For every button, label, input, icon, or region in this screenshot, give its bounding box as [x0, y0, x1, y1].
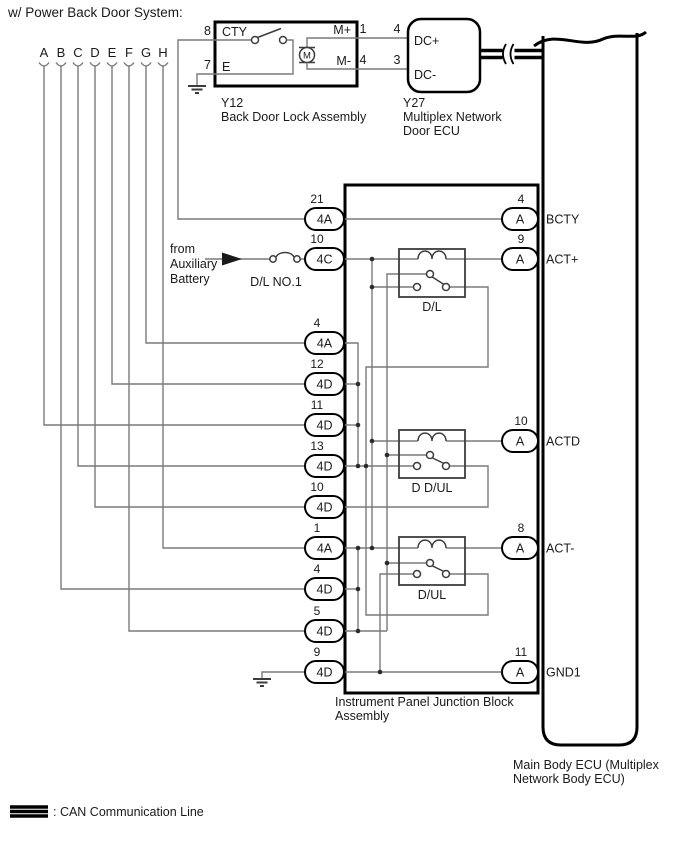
circuit-letter-h: H	[158, 45, 168, 60]
can-break-icon	[503, 44, 514, 64]
connector-pin: 9	[517, 232, 525, 246]
relay-dl-label: D/L	[422, 300, 442, 314]
junction-block-left-connectors	[305, 192, 344, 683]
connector-pin: 5	[313, 604, 321, 618]
y27-name-line2: Door ECU	[403, 124, 460, 138]
ecu-name-line1: Main Body ECU (Multiplex	[513, 758, 659, 772]
can-legend	[10, 805, 204, 819]
junction-block-name-line2: Assembly	[335, 709, 390, 723]
signal-label: ACTD	[546, 434, 581, 449]
y27-pin-dcplus-label: DC+	[414, 34, 440, 48]
connector-code: 4D	[316, 459, 333, 474]
aux-battery-feed	[170, 242, 305, 289]
connector-code: 4A	[316, 336, 333, 351]
relay-dul	[399, 537, 465, 602]
connector-pin: 4	[517, 192, 525, 206]
connector-code: 4D	[316, 418, 333, 433]
y12-id: Y12	[221, 96, 244, 110]
ecu-name-line2: Network Body ECU)	[513, 772, 625, 786]
fuse-icon	[270, 253, 300, 263]
circuit-letter-g: G	[140, 45, 152, 60]
can-legend-icon	[10, 807, 48, 816]
page-title: w/ Power Back Door System:	[8, 5, 183, 20]
y12-pin-mminus-label: M-	[336, 54, 351, 68]
circuit-letter-e: E	[107, 45, 117, 60]
y27-id: Y27	[403, 96, 426, 110]
junction-ground-icon	[253, 672, 305, 686]
aux-line3: Battery	[170, 272, 210, 286]
circuit-letter-f: F	[125, 45, 133, 60]
y27-pin-dcminus-number: 3	[393, 53, 401, 67]
motor-letter: M	[303, 50, 311, 62]
circuit-letter-c: C	[73, 45, 83, 60]
connector-code: A	[515, 212, 525, 227]
connector-pin: 10	[310, 480, 324, 494]
junction-block-internal-wires	[344, 219, 502, 672]
connector-pin: 12	[310, 357, 324, 371]
relay-dl-coil-icon	[418, 251, 446, 259]
connector-pin: 10	[310, 232, 324, 246]
y12-pin-cty-label: CTY	[222, 25, 247, 39]
signal-label: ACT+	[546, 252, 579, 267]
connector-pin: 9	[313, 645, 321, 659]
relay-dul-contacts-icon	[414, 560, 450, 578]
connector-code: A	[515, 665, 525, 680]
aux-line2: Auxiliary	[170, 257, 218, 271]
connector-code: 4A	[316, 541, 333, 556]
connector-code: A	[515, 541, 525, 556]
connector-code: A	[515, 252, 525, 267]
relay-d-dul-contacts-icon	[414, 452, 450, 470]
connector-code: 4A	[316, 212, 333, 227]
multiplex-network-door-ecu	[357, 19, 502, 138]
can-legend-text: : CAN Communication Line	[53, 805, 204, 819]
y12-pin-mplus-label: M+	[333, 23, 351, 37]
relay-dul-label: D/UL	[417, 588, 447, 602]
circuit-letter-d: D	[90, 45, 100, 60]
fuse-label: D/L NO.1	[250, 275, 302, 289]
junction-block-name-line1: Instrument Panel Junction Block	[335, 695, 514, 709]
circuit-letter-a: A	[39, 45, 49, 60]
relay-d-dul-coil-icon	[418, 433, 446, 441]
can-communication-line	[480, 44, 543, 64]
y27-pin-dcplus-number: 4	[393, 22, 401, 36]
cty-wire	[178, 40, 305, 219]
connector-pin: 21	[310, 192, 324, 206]
back-door-lock-assembly	[204, 22, 367, 124]
connector-pin: 13	[310, 439, 324, 453]
y12-pin-e-number: 7	[204, 58, 211, 72]
connector-code: 4C	[316, 252, 333, 267]
signal-label: ACT-	[546, 541, 575, 556]
relay-d-dul-label: D D/UL	[411, 481, 453, 495]
circuit-letters	[39, 45, 168, 66]
connector-pin: 4	[313, 316, 321, 330]
connector-code: 4D	[316, 377, 333, 392]
connector-code: 4D	[316, 624, 333, 639]
y27-name-line1: Multiplex Network	[403, 110, 502, 124]
connector-code: A	[515, 434, 525, 449]
y12-pin-mminus-number: 4	[359, 53, 367, 67]
connector-pin: 11	[514, 645, 528, 659]
aux-line1: from	[170, 242, 195, 256]
connector-code: 4D	[316, 665, 333, 680]
ecu-top-break-line	[534, 32, 646, 46]
signal-label: BCTY	[546, 212, 580, 227]
y27-pin-dcminus-label: DC-	[414, 68, 437, 82]
letter-wires	[44, 67, 305, 632]
connector-pin: 4	[313, 562, 321, 576]
feed-arrow-icon	[222, 253, 242, 266]
connector-pin: 10	[514, 414, 528, 428]
connector-code: 4D	[316, 582, 333, 597]
y12-name: Back Door Lock Assembly	[221, 110, 367, 124]
relay-dul-coil-icon	[418, 540, 446, 548]
signal-label: GND1	[546, 665, 581, 680]
main-body-ecu-connectors	[502, 192, 581, 683]
y12-pin-cty-number: 8	[204, 24, 211, 38]
y12-ground-icon	[188, 74, 215, 93]
relay-d-dul	[399, 430, 465, 495]
circuit-letter-b: B	[56, 45, 66, 60]
connector-pin: 11	[310, 398, 324, 412]
y12-pin-mplus-number: 1	[359, 22, 367, 36]
continuation-squiggle-icons	[39, 63, 168, 67]
ecu-outline	[543, 33, 637, 745]
y12-pin-e-label: E	[222, 60, 231, 74]
connector-pin: 8	[517, 521, 525, 535]
connector-code: 4D	[316, 500, 333, 515]
connector-pin: 1	[313, 521, 321, 535]
